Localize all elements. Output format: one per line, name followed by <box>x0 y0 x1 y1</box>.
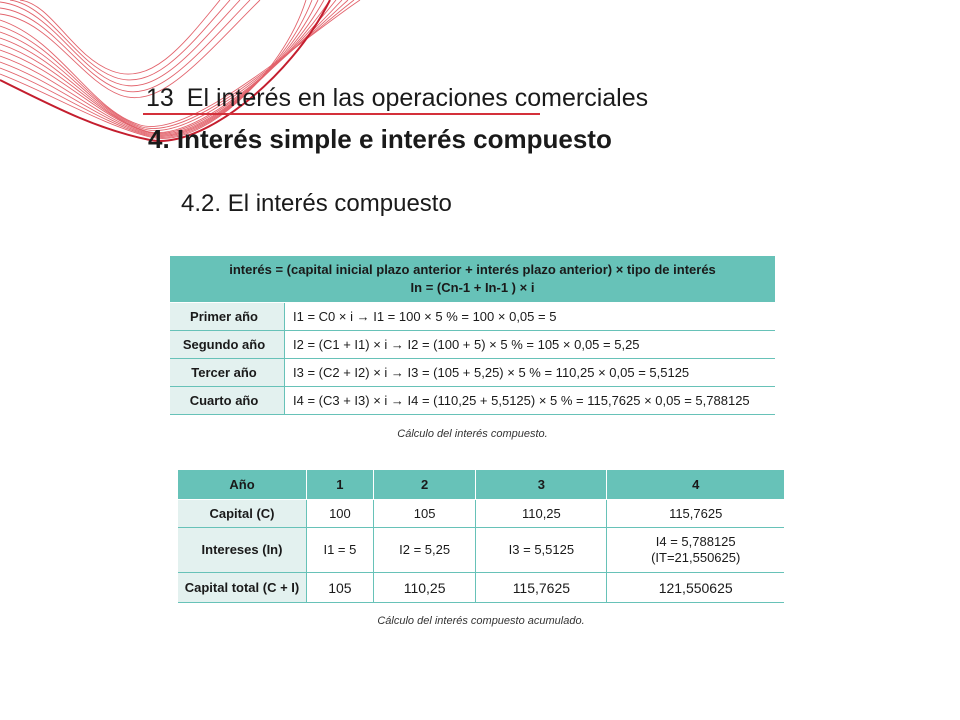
table1-caption: Cálculo del interés compuesto. <box>397 428 548 440</box>
row-label: Capital (C) <box>178 500 307 528</box>
chapter-heading <box>146 84 648 113</box>
row-label: Segundo año <box>170 331 285 359</box>
table-row <box>170 387 775 415</box>
header-cell-year: Año <box>178 470 307 500</box>
table-row <box>170 331 775 359</box>
header-cell: 1 <box>307 470 374 500</box>
chapter-title: El interés en las operaciones comerciales <box>186 84 649 112</box>
compound-interest-formula-table <box>170 256 775 415</box>
accumulated-interest-table <box>178 470 784 603</box>
table-cell: I1 = 5 <box>307 528 374 573</box>
table-cell: 110,25 <box>373 573 476 603</box>
table-row-total <box>178 573 784 603</box>
row-label: Capital total (C + I) <box>178 573 307 603</box>
table-cell: 105 <box>307 573 374 603</box>
header-cell: 2 <box>373 470 476 500</box>
header-cell: 4 <box>607 470 784 500</box>
chapter-number: 13 <box>146 84 174 112</box>
table2-caption: Cálculo del interés compuesto acumulado. <box>377 615 585 627</box>
row-formula: I2 = (C1 + I1) × i → I2 = (100 + 5) × 5 % = 105 × 0,05 = 5,25 <box>285 331 776 359</box>
table-cell: 100 <box>307 500 374 528</box>
header-cell: 3 <box>476 470 607 500</box>
table-row-intereses <box>178 528 784 573</box>
interest-year4: I4 = 5,788125 <box>655 534 736 549</box>
row-formula: I3 = (C2 + I2) × i → I3 = (105 + 5,25) × 5 % = 110,25 × 0,05 = 5,5125 <box>285 359 776 387</box>
row-label: Cuarto año <box>170 387 285 415</box>
table-cell: 115,7625 <box>607 500 784 528</box>
table-row-capital <box>178 500 784 528</box>
row-label: Tercer año <box>170 359 285 387</box>
table-row <box>170 359 775 387</box>
table-row <box>170 303 775 331</box>
formula-header-line1: interés = (capital inicial plazo anterior + interés plazo anterior) × tipo de interés <box>229 262 716 277</box>
table-cell: 105 <box>373 500 476 528</box>
formula-header-line2: In = (Cn-1 + In-1 ) × i <box>410 280 535 295</box>
table-header-row <box>178 470 784 500</box>
table-cell: I3 = 5,5125 <box>476 528 607 573</box>
table-cell: 110,25 <box>476 500 607 528</box>
table-cell: 121,550625 <box>607 573 784 603</box>
formula-header <box>170 256 775 303</box>
table-cell <box>607 528 784 573</box>
table-cell: I2 = 5,25 <box>373 528 476 573</box>
subsection-title: 4.2. El interés compuesto <box>181 190 452 217</box>
chapter-underline <box>143 113 540 115</box>
row-formula: I1 = C0 × i → I1 = 100 × 5 % = 100 × 0,05 = 5 <box>285 303 776 331</box>
row-formula: I4 = (C3 + I3) × i → I4 = (110,25 + 5,5125) × 5 % = 115,7625 × 0,05 = 5,788125 <box>285 387 776 415</box>
row-label: Intereses (In) <box>178 528 307 573</box>
row-label: Primer año <box>170 303 285 331</box>
interest-total: (IT=21,550625) <box>651 550 741 565</box>
section-title: 4. Interés simple e interés compuesto <box>148 124 612 154</box>
table-cell: 115,7625 <box>476 573 607 603</box>
